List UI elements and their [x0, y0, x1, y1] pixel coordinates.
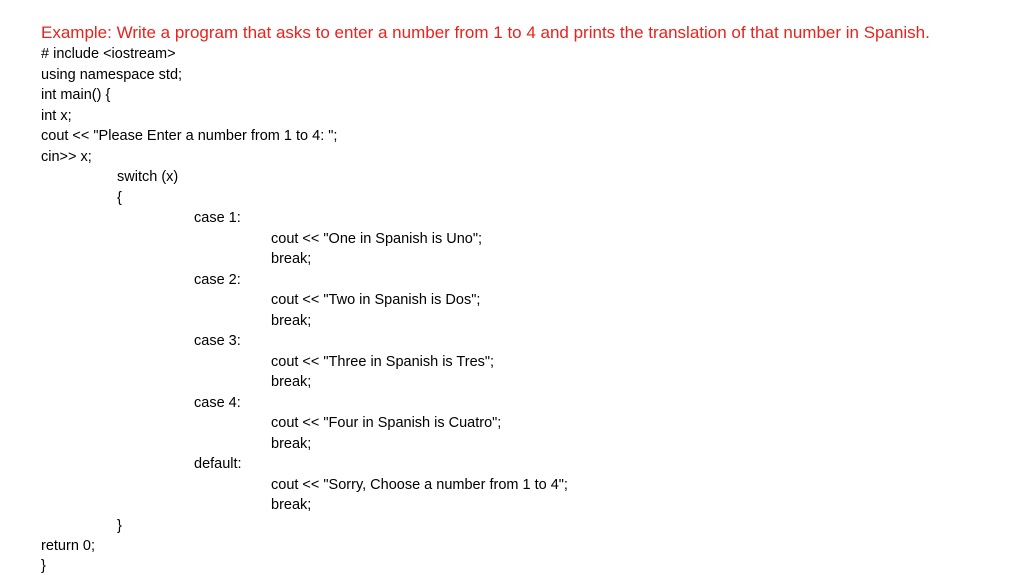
code-line-case-4-cout: cout << "Four in Spanish is Cuatro";	[271, 415, 502, 431]
code-line-namespace: using namespace std;	[41, 67, 183, 83]
code-line-default-break: break;	[271, 497, 312, 513]
code-line-case-2-break: break;	[271, 313, 312, 329]
code-line-switch-close: }	[117, 518, 122, 534]
code-line-case-1: case 1:	[194, 210, 241, 226]
code-line-case-1-cout: cout << "One in Spanish is Uno";	[271, 231, 483, 247]
code-line-return: return 0;	[41, 538, 95, 554]
code-line-main-close: }	[41, 558, 46, 574]
code-line-case-3-break: break;	[271, 374, 312, 390]
code-line-main: int main() {	[41, 87, 111, 103]
code-line-default-cout: cout << "Sorry, Choose a number from 1 to 4";	[271, 477, 568, 493]
code-line-case-2-cout: cout << "Two in Spanish is Dos";	[271, 292, 481, 308]
code-line-switch: switch (x)	[117, 169, 179, 185]
code-line-case-3-cout: cout << "Three in Spanish is Tres";	[271, 354, 495, 370]
example-heading: Example: Write a program that asks to enter a number from 1 to 4 and prints the translation of that number in Spanish.	[41, 23, 930, 42]
code-line-case-2: case 2:	[194, 272, 241, 288]
code-line-prompt: cout << "Please Enter a number from 1 to 4: ";	[41, 128, 338, 144]
code-line-input: cin>> x;	[41, 149, 92, 165]
code-line-case-4-break: break;	[271, 436, 312, 452]
code-line-switch-open: {	[117, 190, 122, 206]
code-line-case-1-break: break;	[271, 251, 312, 267]
code-line-include: # include <iostream>	[41, 46, 176, 62]
code-line-declare-x: int x;	[41, 108, 72, 124]
code-line-default: default:	[194, 456, 242, 472]
code-line-case-4: case 4:	[194, 395, 241, 411]
code-line-case-3: case 3:	[194, 333, 241, 349]
